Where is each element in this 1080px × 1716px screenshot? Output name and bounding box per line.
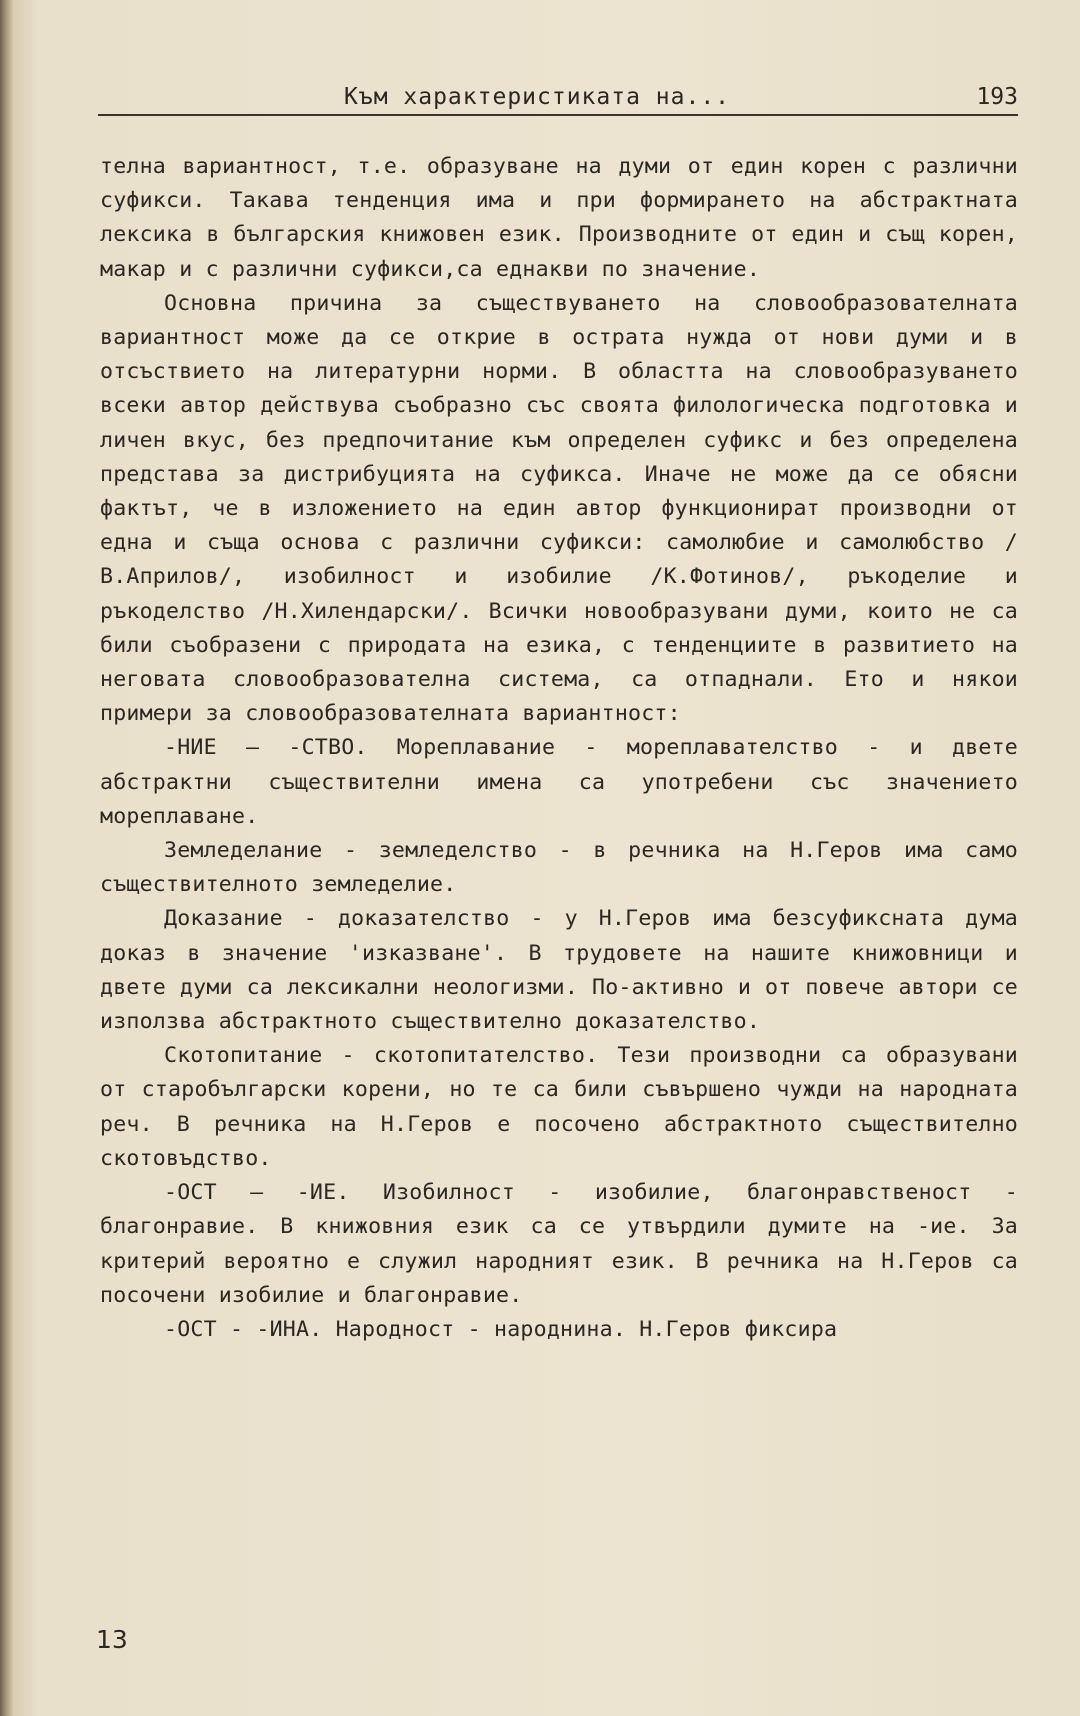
paragraph: Доказание - доказателство - у Н.Геров има безсуфиксната дума доказ в значение 'изказване'. В трудовете на нашите книжовници и двете думи са лексикални неологизми. По-активно и от повече автори се използва абстрактното съществително доказателство. (100, 906, 1018, 1035)
paragraph: -НИЕ — -СТВО. Мореплавание - мореплавателство - и двете абстрактни съществителни имена са употребени със значението мореплаване. (100, 735, 1018, 829)
paragraph: Земледелание - земледелство - в речника на Н.Геров има само съществителното земледелие. (100, 838, 1018, 898)
paragraph: Скотопитание - скотопитателство. Тези производни са образувани от старобългарски корени, но те са били съвършено чужди на народната реч. В речника на Н.Геров е посочено абстрактното съществително скотовъдство. (100, 1043, 1018, 1171)
running-title: Към характеристиката на... (344, 84, 731, 110)
signature-mark: 13 (96, 1625, 128, 1654)
paragraph: Основна причина за съществуването на словообразователната вариантност може да се открие в острата нужда от нови думи и в отсъствието на литературни норми. В областта на словообразуването всеки автор действува съобразно със своята филологическа подготовка и личен вкус, без предпочитание към определен суфикс и без определена представа за дистрибуцията на суфикса. Иначе не може да се обясни фактът, че в изложението на един автор функционират производни от една и съща основа с различни суфикси: самолюбие и самолюбство /В.Априлов/, изобилност и изобилие /К.Фотинов/, ръкоделие и ръкоделство /Н.Хилендарски/. Всички новообразувани думи, които не са били съобразени с природата на езика, с тенденциите в развитието на неговата словообразователна система, са отпаднали. Ето и някои примери за словообразователната вариантност: (100, 290, 1018, 727)
page-header (98, 84, 1018, 116)
paragraph: -ОСТ — -ИЕ. Изобилност - изобилие, благонравственост - благонравие. В книжовния език са се утвърдили думите на -ие. За критерий вероятно е служил народният език. В речника на Н.Геров са посочени изобилие и благонравие. (100, 1180, 1018, 1308)
page-number: 193 (976, 84, 1018, 110)
body-text (100, 150, 1018, 1347)
paragraph: телна вариантност, т.е. образуване на думи от един корен с различни суфикси. Такава тенденция има и при формирането на абстрактната лексика в българския книжовен език. Производните от един и същ корен, макар и с различни суфикси,са еднакви по значение. (100, 154, 1018, 282)
paragraph: -ОСТ - -ИНА. Народност - народнина. Н.Геров фиксира (164, 1316, 838, 1342)
